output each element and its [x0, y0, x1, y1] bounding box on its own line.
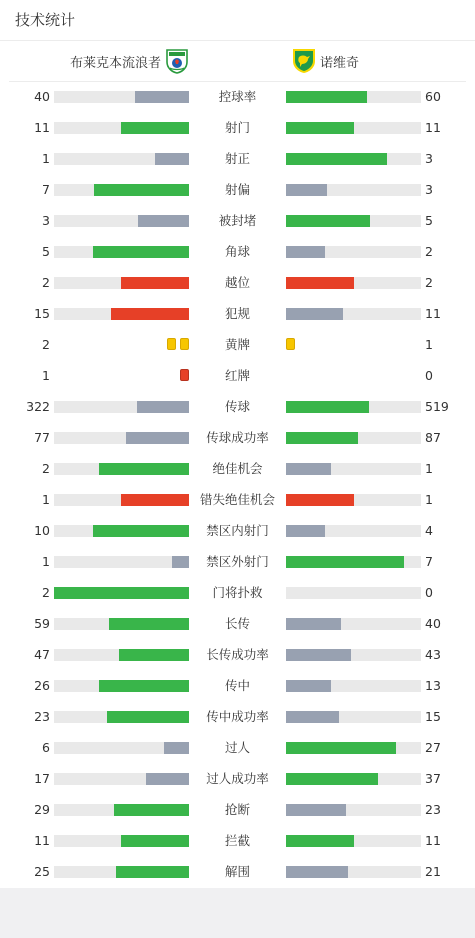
stat-label: 过人成功率 [206, 771, 269, 786]
away-stat-bar-fill [286, 556, 404, 568]
home-stat-bar [54, 680, 189, 692]
stat-row [0, 484, 475, 515]
away-stat-value: 87 [425, 430, 441, 445]
home-stat-bar-fill [107, 711, 189, 723]
home-stat-bar [54, 308, 189, 320]
stat-label: 传中 [224, 678, 250, 693]
away-stat-bar-fill [286, 866, 348, 878]
home-cards [180, 369, 189, 382]
home-stat-value: 1 [42, 554, 50, 569]
home-stat-bar-fill [121, 835, 189, 847]
away-stat-bar-fill [286, 525, 325, 537]
away-stat-bar [286, 649, 421, 661]
stat-label: 控球率 [218, 89, 257, 104]
home-stat-bar [54, 773, 189, 785]
away-stat-bar [286, 91, 421, 103]
away-stat-value: 2 [425, 275, 433, 290]
stat-row [0, 608, 475, 639]
home-stat-value: 2 [42, 461, 50, 476]
home-stat-value: 77 [34, 430, 50, 445]
away-stat-bar-fill [286, 246, 325, 258]
home-cards [167, 338, 189, 351]
away-stat-value: 3 [425, 151, 433, 166]
away-stat-bar [286, 463, 421, 475]
away-stat-value: 5 [425, 213, 433, 228]
stat-row [0, 391, 475, 422]
home-stat-bar [54, 91, 189, 103]
stat-label: 长传 [224, 616, 250, 631]
away-stat-bar [286, 215, 421, 227]
away-stat-bar-fill [286, 835, 354, 847]
home-stat-value: 17 [34, 771, 50, 786]
home-stat-bar [54, 122, 189, 134]
home-stat-bar-fill [135, 91, 189, 103]
stat-label: 门将扑救 [212, 585, 263, 600]
away-stat-bar-fill [286, 804, 346, 816]
home-stat-value: 11 [34, 120, 50, 135]
away-stat-bar [286, 494, 421, 506]
home-stat-bar-fill [138, 215, 189, 227]
home-stat-value: 25 [34, 864, 50, 879]
home-stat-bar [54, 525, 189, 537]
away-stat-bar-fill [286, 122, 354, 134]
home-stat-bar [54, 277, 189, 289]
home-stat-value: 6 [42, 740, 50, 755]
away-stat-value: 43 [425, 647, 441, 662]
home-stat-bar [54, 401, 189, 413]
away-stat-bar [286, 525, 421, 537]
home-stat-value: 59 [34, 616, 50, 631]
home-stat-bar-fill [116, 866, 189, 878]
home-stat-bar-fill [121, 122, 189, 134]
home-stat-value: 1 [42, 151, 50, 166]
stat-label: 拦截 [224, 833, 250, 848]
away-stat-value: 21 [425, 864, 441, 879]
away-stat-bar [286, 618, 421, 630]
home-stat-bar-fill [172, 556, 189, 568]
yellow-card-icon [167, 338, 176, 350]
away-stat-bar [286, 308, 421, 320]
away-stat-value: 0 [425, 585, 433, 600]
stat-row [0, 825, 475, 856]
home-stat-bar [54, 153, 189, 165]
home-stat-bar [54, 866, 189, 878]
home-stat-bar-fill [99, 463, 189, 475]
home-stat-bar-fill [93, 525, 189, 537]
stat-label: 抢断 [224, 802, 250, 817]
home-stat-bar [54, 649, 189, 661]
home-stat-bar-fill [155, 153, 189, 165]
home-stat-bar [54, 215, 189, 227]
away-stat-bar [286, 184, 421, 196]
stat-row [0, 794, 475, 825]
away-team-header[interactable] [292, 47, 359, 75]
away-stat-bar [286, 835, 421, 847]
home-stat-value: 23 [34, 709, 50, 724]
stat-row [0, 298, 475, 329]
home-stat-bar-fill [109, 618, 189, 630]
home-stat-bar [54, 711, 189, 723]
stat-label: 传球 [224, 399, 250, 414]
yellow-card-icon [180, 338, 189, 350]
home-stat-bar-fill [126, 432, 189, 444]
stat-row [0, 856, 475, 887]
stat-row [0, 205, 475, 236]
blackburn-rovers-crest-icon [165, 48, 189, 74]
away-stat-bar-fill [286, 463, 331, 475]
home-stat-bar [54, 184, 189, 196]
stat-row [0, 267, 475, 298]
home-stat-bar-fill [121, 277, 189, 289]
away-stat-value: 2 [425, 244, 433, 259]
stat-label: 解围 [224, 864, 250, 879]
home-stat-bar-fill [121, 494, 189, 506]
away-stat-bar [286, 587, 421, 599]
away-team-name: 诺维奇 [320, 55, 360, 71]
home-stat-bar [54, 587, 189, 599]
stat-row [0, 236, 475, 267]
away-stat-value: 1 [425, 461, 433, 476]
away-stat-bar-fill [286, 711, 339, 723]
norwich-city-crest-icon [292, 48, 316, 74]
away-stat-value: 4 [425, 523, 433, 538]
home-stat-bar-fill [54, 587, 189, 599]
away-stat-bar [286, 401, 421, 413]
away-stat-bar-fill [286, 773, 378, 785]
home-stat-value: 2 [42, 337, 50, 352]
away-stat-bar-fill [286, 649, 351, 661]
away-stat-value: 27 [425, 740, 441, 755]
home-stat-value: 11 [34, 833, 50, 848]
stat-label: 禁区外射门 [206, 554, 269, 569]
home-stat-value: 29 [34, 802, 50, 817]
away-stat-bar-fill [286, 184, 327, 196]
away-stat-bar [286, 556, 421, 568]
away-stat-value: 11 [425, 833, 441, 848]
away-stat-value: 23 [425, 802, 441, 817]
away-stat-bar [286, 122, 421, 134]
away-stat-value: 60 [425, 89, 441, 104]
away-stat-value: 11 [425, 120, 441, 135]
home-stat-bar-fill [137, 401, 189, 413]
home-stat-value: 2 [42, 585, 50, 600]
home-stat-bar [54, 463, 189, 475]
stat-label: 错失绝佳机会 [199, 492, 275, 507]
away-stat-bar [286, 804, 421, 816]
stat-label: 传球成功率 [206, 430, 269, 445]
home-stat-bar-fill [114, 804, 189, 816]
away-stat-bar-fill [286, 401, 369, 413]
stat-label: 绝佳机会 [212, 461, 263, 476]
home-team-name: 布莱克本流浪者 [69, 55, 161, 71]
away-stat-bar-fill [286, 680, 331, 692]
stat-label: 射正 [224, 151, 250, 166]
home-stat-bar [54, 804, 189, 816]
home-stat-bar [54, 742, 189, 754]
away-stat-bar [286, 742, 421, 754]
home-stat-value: 322 [26, 399, 50, 414]
stat-row [0, 577, 475, 608]
stat-row [0, 81, 475, 112]
stat-row [0, 546, 475, 577]
stat-row [0, 329, 475, 360]
home-stat-value: 7 [42, 182, 50, 197]
stat-label: 禁区内射门 [206, 523, 269, 538]
home-stat-bar-fill [93, 246, 189, 258]
away-stat-bar-fill [286, 91, 367, 103]
away-stat-value: 1 [425, 337, 433, 352]
home-stat-bar [54, 246, 189, 258]
stat-label: 犯规 [224, 306, 250, 321]
away-stat-value: 37 [425, 771, 441, 786]
stat-row [0, 515, 475, 546]
divider [0, 40, 475, 41]
away-stat-bar-fill [286, 308, 343, 320]
stat-row [0, 453, 475, 484]
stat-row [0, 732, 475, 763]
away-stat-bar-fill [286, 618, 341, 630]
home-stat-value: 5 [42, 244, 50, 259]
home-stat-value: 40 [34, 89, 50, 104]
stat-row [0, 174, 475, 205]
red-card-icon [180, 369, 189, 381]
home-stat-bar-fill [119, 649, 189, 661]
yellow-card-icon [286, 338, 295, 350]
away-stat-bar [286, 680, 421, 692]
away-stat-value: 3 [425, 182, 433, 197]
away-stat-value: 0 [425, 368, 433, 383]
stat-label: 黄牌 [224, 337, 250, 352]
home-stat-value: 26 [34, 678, 50, 693]
stat-label: 传中成功率 [206, 709, 269, 724]
stat-label: 红牌 [224, 368, 250, 383]
stat-label: 长传成功率 [206, 647, 269, 662]
home-stat-bar [54, 618, 189, 630]
away-stat-bar-fill [286, 432, 358, 444]
home-stat-bar [54, 835, 189, 847]
away-stat-bar [286, 277, 421, 289]
stat-label: 射门 [224, 120, 250, 135]
away-stat-value: 11 [425, 306, 441, 321]
away-stat-value: 15 [425, 709, 441, 724]
stat-label: 过人 [224, 740, 250, 755]
home-stat-value: 47 [34, 647, 50, 662]
home-stat-bar-fill [99, 680, 189, 692]
stat-row [0, 701, 475, 732]
stat-row [0, 639, 475, 670]
away-stat-bar [286, 153, 421, 165]
away-cards [286, 338, 295, 351]
home-stat-bar-fill [94, 184, 189, 196]
away-stat-value: 7 [425, 554, 433, 569]
away-stat-value: 40 [425, 616, 441, 631]
away-stat-bar [286, 432, 421, 444]
home-stat-value: 1 [42, 368, 50, 383]
home-stat-bar-fill [164, 742, 189, 754]
away-stat-bar-fill [286, 494, 354, 506]
away-stat-bar [286, 773, 421, 785]
away-stat-bar [286, 711, 421, 723]
home-stat-bar-fill [146, 773, 189, 785]
home-stat-bar [54, 494, 189, 506]
stat-label: 射偏 [224, 182, 250, 197]
home-stat-bar-fill [111, 308, 189, 320]
home-stat-value: 3 [42, 213, 50, 228]
stat-row [0, 422, 475, 453]
stat-row [0, 143, 475, 174]
stat-label: 越位 [224, 275, 250, 290]
home-stat-value: 2 [42, 275, 50, 290]
home-stat-value: 1 [42, 492, 50, 507]
away-stat-bar [286, 866, 421, 878]
home-stat-value: 15 [34, 306, 50, 321]
home-stat-value: 10 [34, 523, 50, 538]
stat-label: 被封堵 [218, 213, 257, 228]
section-title: 技术统计 [15, 11, 76, 29]
stat-label: 角球 [224, 244, 250, 259]
away-stat-value: 1 [425, 492, 433, 507]
home-stat-bar [54, 556, 189, 568]
away-stat-bar-fill [286, 153, 387, 165]
stat-row [0, 763, 475, 794]
away-stat-bar-fill [286, 215, 370, 227]
away-stat-bar-fill [286, 742, 396, 754]
away-stat-bar [286, 246, 421, 258]
stat-row [0, 360, 475, 391]
away-stat-bar-fill [286, 277, 354, 289]
home-stat-bar [54, 432, 189, 444]
home-team-header[interactable] [70, 47, 189, 75]
stat-row [0, 112, 475, 143]
away-stat-value: 13 [425, 678, 441, 693]
away-stat-value: 519 [425, 399, 449, 414]
stat-row [0, 670, 475, 701]
